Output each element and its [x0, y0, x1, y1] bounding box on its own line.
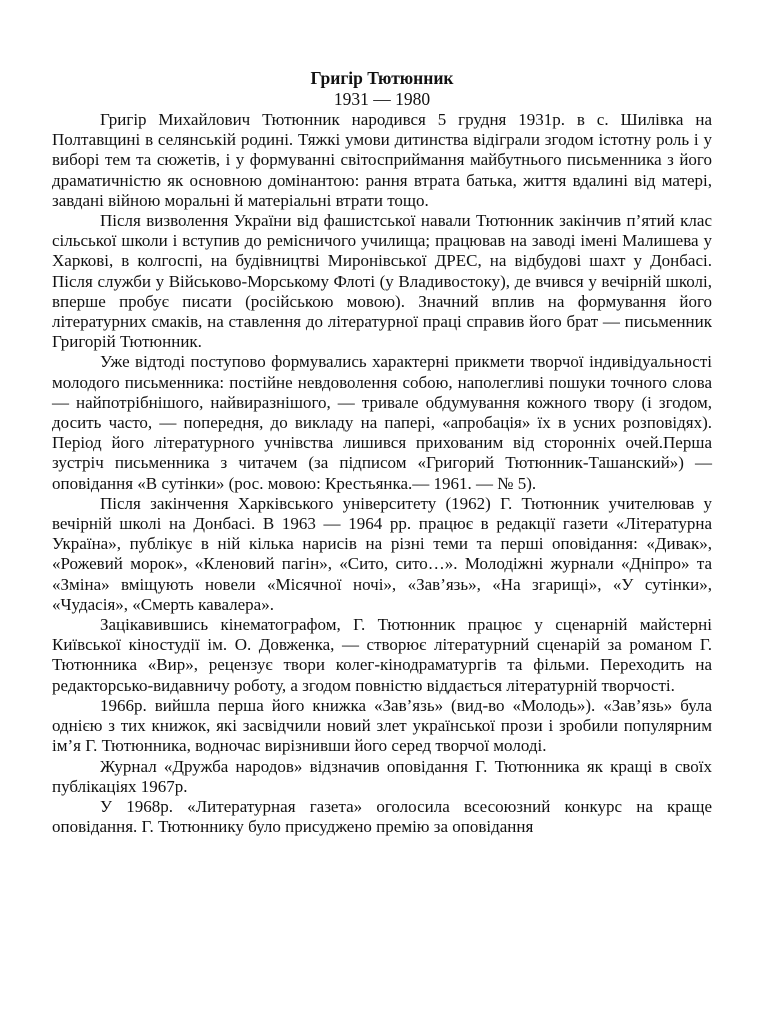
document-title: Григір Тютюнник — [310, 68, 454, 88]
paragraph-8: У 1968р. «Литературная газета» оголосила всесоюзний конкурс на краще оповідання. Г. Тютюннику було присуджено премію за оповідання — [52, 796, 712, 837]
paragraph-1: Григір Михайлович Тютюнник народився 5 грудня 1931р. в с. Шилівка на Полтавщині в селянській родині. Тяжкі умови дитинства відіграли згодом істотну роль і у виборі тем та сюжетів, і у формуванні світосприймання майбутнього письменника з його драматичністю як основною домінантою: рання втрата батька, життя вдалині від матері, завдані війною моральні й матеріальні втрати тощо. — [52, 110, 712, 210]
paragraph-3: Уже відтоді поступово формувались характерні прикмети творчої індивідуальності молодого письменника: постійне невдоволення собою, наполегливі пошуки точного слова — найпотрібнішого, найвиразнішого, — тривале обдумування кожного твору (і згодом, досить часто, — попередня, до викладу на папері, «апробація» їх в усних розповідях). Період його літературного учнівства лишився прихованим від сторонніх очей.Перша зустріч письменника з читачем (за підписом «Григорий Тютюнник-Ташанский») — оповідання «В сутінки» (рос. мовою: Крестьянка.— 1961. — № 5). — [52, 352, 712, 493]
paragraph-2: Після визволення України від фашистської навали Тютюнник закінчив п’ятий клас сільської школи і вступив до ремісничого училища; працював на заводі імені Малишева у Харкові, в колгоспі, на будівництві Миронівської ДРЕС, на відбудові шахт у Донбасі. Після служби у Військово-Морському Флоті (у Владивостоку), де вчився у вечірній школі, вперше пробує писати (російською мовою). Значний вплив на формування його літературних смаків, на ставлення до літературної праці справив його брат — письменник Григорій Тютюнник. — [52, 211, 712, 352]
paragraph-6: 1966р. вийшла перша його книжка «Зав’язь» (вид-во «Молодь»). «Зав’язь» була однією з тих книжок, які засвідчили новий злет української прози і зробили популярним ім’я Г. Тютюнника, водночас вирізнивши його серед творчої молоді. — [52, 695, 712, 756]
document-body — [52, 68, 712, 837]
paragraph-4: Після закінчення Харківського університету (1962) Г. Тютюнник учителював у вечірній школі на Донбасі. В 1963 — 1964 рр. працює в редакції газети «Літературна Україна», публікує в ній кілька нарисів на різні теми та перші оповідання: «Дивак», «Рожевий морок», «Кленовий пагін», «Сито, сито…». Молодіжні журнали «Дніпро» та «Зміна» вміщують новели «Місячної ночі», «Зав’язь», «На згарищі», «У сутінки», «Чудасія», «Смерть кавалера». — [52, 493, 712, 614]
document-years: 1931 — 1980 — [333, 89, 431, 109]
paragraph-7: Журнал «Дружба народов» відзначив оповідання Г. Тютюнника як кращі в своїх публікаціях 1967р. — [52, 756, 712, 796]
paragraph-5: Зацікавившись кінематографом, Г. Тютюнник працює у сценарній майстерні Київської кіностудії ім. О. Довженка, — створює літературний сценарій за романом Г. Тютюнника «Вир», рецензує твори колег-кінодраматургів та фільми. Переходить на редакторсько-видавничу роботу, а згодом повністю віддається літературній творчості. — [52, 615, 712, 695]
